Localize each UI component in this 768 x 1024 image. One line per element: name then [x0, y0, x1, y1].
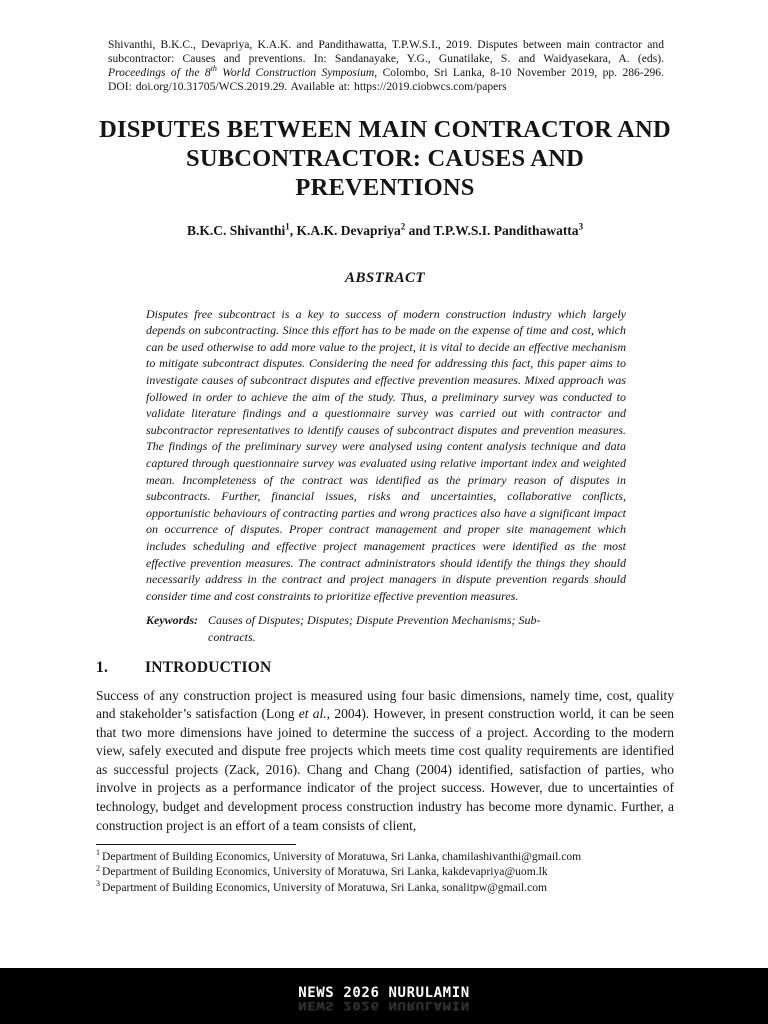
- footnote-3: $^3$ Department of Building Economics, University of Moratuwa, Sri Lanka, sonalitpw@gmail.com: [96, 878, 548, 894]
- authors-line: B.K.C. Shivanthi$^1$, K.A.K. Devapriya$^2$ and T.P.W.S.I. Pandithawatta$^3$: [186, 221, 584, 238]
- section-heading-introduction: [96, 659, 674, 677]
- footnote-2-mark: 2: [96, 863, 100, 873]
- footnotes-block: [96, 844, 674, 895]
- keywords-label: Keywords:: [146, 613, 198, 628]
- author-1: B.K.C. Shivanthi: [186, 222, 286, 238]
- citation-block: [108, 38, 664, 94]
- abstract-body: Disputes free subcontract is a key to success of modern construction industry which largely depends on subcontracting. Since this effort has to be made on the expense of time and cost, which can be used otherwise to add more value to the project, it is vital to decide an effective mechanism to mitigate subcontract disputes. Considering the need for addressing this fact, this paper aims to investigate causes of subcontract disputes and effective prevention measures. Mixed approach was followed in order to achieve the aim of the study. Thus, a preliminary survey was conducted to validate literature findings and a questionnaire survey was carried out with contractor and subcontractor representatives to identify causes of subcontract disputes and prevention measures. The findings of the preliminary survey were analysed using content analysis technique and data captured through questionnaire survey was evaluated using relative important index and weighted mean. Incompleteness of the contract was identified as the primary reason of disputes in subcontracts. Further, financial issues, risks and uncertainties, collaborative conflicts, opportunistic behaviours of contracting parties and wrong practices also have a significant impact on occurrence of disputes. Proper contract management and proper site management which includes scheduling and effective project management practices were identified as the most effective prevention measures. The contract administrators should identify the things they should necessarily address in the contract and project managers in dispute prevention regards should consider time and cost constraints to prioritize effective prevention measures.: [146, 306, 626, 603]
- author-1-affiliation-mark: 1: [285, 221, 290, 232]
- citation-text-pre: Shivanthi, B.K.C., Devapriya, K.A.K. and Pandithawatta, T.P.W.S.I., 2019. Disputes between main contractor and subcontractor: Causes and preventions. In: Sandanayake, Y.G., Gunatilake, S. and Waidyasekara, A. (eds).: [108, 38, 664, 65]
- footnote-1-mark: 1: [96, 848, 100, 858]
- footnote-1: $^1$ Department of Building Economics, University of Moratuwa, Sri Lanka, chamilashivanthi@gmail.com: [96, 848, 582, 864]
- paper-title: DISPUTES BETWEEN MAIN CONTRACTOR AND SUBCONTRACTOR: CAUSES AND PREVENTIONS: [99, 115, 671, 201]
- keywords-block: [146, 612, 626, 645]
- author-3-affiliation-mark: 3: [578, 221, 584, 232]
- footnote-divider: [96, 844, 296, 845]
- keywords-text: Causes of Disputes; Disputes; Dispute Prevention Mechanisms; Sub-contracts.: [208, 613, 541, 644]
- citation-text-post: , Colombo, Sri Lanka, 8-10 November 2019, pp. 286-296. DOI: doi.org/10.31705/WCS.2019.29. Available at: https://2019.ciobwcs.com/papers: [108, 65, 664, 93]
- abstract-heading: ABSTRACT: [345, 269, 425, 286]
- introduction-paragraph: Success of any construction project is measured using four basic dimensions, namely time, cost, quality and stakeholder’s satisfaction (Long et al., 2004). However, in present construction world, it can be seen that two more dimensions have joined to determine the success of a project. According to the modern view, safely executed and dispute free projects which meets time cost quality requirements are identified as successful projects (Zack, 2016). Chang and Chang (2004) identified, satisfaction of parties, who involve in projects as a performance indicator of the project success. However, due to uncertainties of technology, budget and development process construction industry has become more dynamic. Further, a construction project is an effort of a team consists of client,: [96, 687, 674, 833]
- footer-watermark-text: NEWS 2026 NURULAMIN: [298, 985, 470, 1001]
- author-3: T.P.W.S.I. Pandithawatta: [433, 222, 579, 238]
- footer-bar: [0, 968, 768, 1024]
- footer-watermark-reflection: NEWS 2026 NURULAMIN: [298, 998, 470, 1012]
- citation-proceedings-italic: Proceedings of the 8th World Construction Symposium: [108, 63, 375, 79]
- citation-superscript: th: [210, 63, 217, 73]
- author-2-affiliation-mark: 2: [400, 221, 406, 232]
- author-2: K.A.K. Devapriya: [296, 222, 401, 238]
- footnote-3-mark: 3: [96, 878, 100, 888]
- section-number: 1.: [96, 658, 109, 676]
- footnote-2: $^2$ Department of Building Economics, University of Moratuwa, Sri Lanka, kakdevapriya@uom.lk: [96, 863, 548, 879]
- et-al-italic: et al.: [298, 706, 327, 722]
- section-title: INTRODUCTION: [145, 658, 272, 676]
